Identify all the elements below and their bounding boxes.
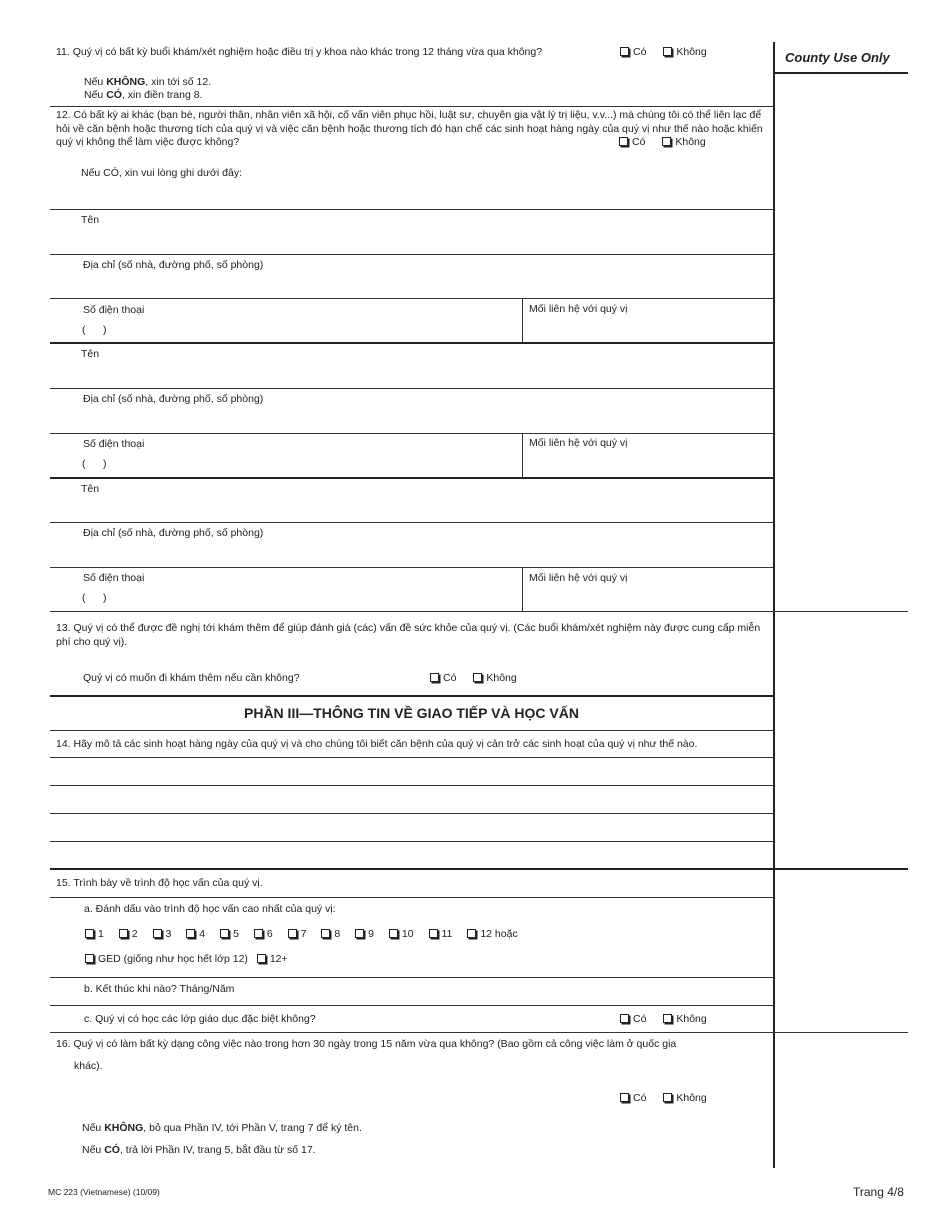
checkbox-icon <box>663 1014 672 1023</box>
checkbox-icon <box>321 929 330 938</box>
contact-2-name-label[interactable]: Tên <box>81 348 100 360</box>
checkbox-icon <box>663 1093 672 1102</box>
q15c-options <box>620 1013 721 1025</box>
checkbox-icon <box>389 929 398 938</box>
q11-if-no: Nếu KHÔNG, xin tới số 12. <box>84 76 212 88</box>
checkbox-icon <box>663 47 672 56</box>
checkbox-icon <box>467 929 476 938</box>
q16-if-yes: Nếu CÓ, trả lời Phần IV, trang 5, bắt đầu từ số 17. <box>82 1144 316 1156</box>
county-header-rule <box>775 72 908 74</box>
grade-6-checkbox[interactable]: 6 <box>254 928 273 940</box>
checkbox-icon <box>220 929 229 938</box>
contact-2-phone-parens: ( ) <box>82 458 107 470</box>
checkbox-icon <box>85 929 94 938</box>
county-use-only-label: County Use Only <box>785 50 890 65</box>
q15c-no-checkbox[interactable]: Không <box>663 1013 706 1025</box>
page-number: Trang 4/8 <box>853 1185 904 1199</box>
grade-3-checkbox[interactable]: 3 <box>153 928 172 940</box>
grade-2-checkbox[interactable]: 2 <box>119 928 138 940</box>
checkbox-icon <box>119 929 128 938</box>
checkbox-icon <box>430 673 439 682</box>
contact-3-address-label[interactable]: Địa chỉ (số nhà, đường phố, số phòng) <box>83 527 264 539</box>
checkbox-icon <box>153 929 162 938</box>
q13-yes-checkbox[interactable]: Có <box>430 672 456 684</box>
rule <box>50 1005 773 1006</box>
grade-10-checkbox[interactable]: 10 <box>389 928 414 940</box>
q16-text: 16. Quý vị có làm bất kỳ dạng công việc nào trong hơn 30 ngày trong 15 năm vừa qua không? (Bao gồm cả công việc làm ở quốc gia <box>56 1038 677 1050</box>
12plus-checkbox[interactable]: 12+ <box>257 953 288 965</box>
contact-3-relation-label[interactable]: Mối liên hệ với quý vị <box>529 572 628 584</box>
q12-text: 12. Có bất kỳ ai khác (bạn bè, người thân, nhân viên xã hội, cố vấn viên phục hồi, luật sư, chuyên gia vật lý trị liệu, v.v...) mà chúng tôi có thể liên lạc để hỏi về căn bệnh hoặc thương tích của quý vị và việc căn bệnh hoặc thương tích đó hạn chế các sinh hoạt hàng ngày của quý vị như thế nào hoặc khiến quý vị không thể làm việc được không? <box>56 109 763 148</box>
grade-4-checkbox[interactable]: 4 <box>186 928 205 940</box>
q15b-label: b. Kết thúc khi nào? Tháng/Năm <box>84 983 235 995</box>
contact-3-name-label[interactable]: Tên <box>81 483 100 495</box>
q12-if-yes: Nếu CÓ, xin vui lòng ghi dưới đây: <box>81 167 242 179</box>
q13-no-checkbox[interactable]: Không <box>473 672 516 684</box>
cell-divider <box>522 433 523 477</box>
q13-text: 13. Quý vị có thể được đề nghị tới khám thêm để giúp đánh giá (các) vấn đề sức khỏe của quý vị. (Các buổi khám/xét nghiệm này được cung cấp miễn phí cho quý vị). <box>56 622 761 648</box>
grade-9-checkbox[interactable]: 9 <box>355 928 374 940</box>
q11-options <box>620 46 721 58</box>
grade-1-checkbox[interactable]: 1 <box>85 928 104 940</box>
q11-yes-checkbox[interactable]: Có <box>620 46 646 58</box>
q12-options <box>619 136 720 148</box>
cell-divider <box>522 298 523 342</box>
rule <box>50 730 773 731</box>
checkbox-icon <box>85 954 94 963</box>
grade-12-checkbox[interactable]: 12 hoặc <box>467 928 517 940</box>
checkbox-icon <box>619 137 628 146</box>
rule <box>50 477 773 479</box>
rule <box>50 785 773 786</box>
checkbox-icon <box>620 1014 629 1023</box>
checkbox-icon <box>355 929 364 938</box>
q14-text: 14. Hãy mô tả các sinh hoạt hàng ngày của quý vị và cho chúng tôi biết căn bệnh của quý vị cản trở các sinh hoạt của quý vị như thế nào. <box>56 738 698 750</box>
contact-2-phone-label[interactable]: Số điện thoại <box>83 438 145 450</box>
q11-text: 11. Quý vị có bất kỳ buổi khám/xét nghiệm hoặc điều trị y khoa nào khác trong 12 tháng vừa qua không? <box>56 46 543 58</box>
q16-if-no: Nếu KHÔNG, bỏ qua Phần IV, tới Phần V, trang 7 để ký tên. <box>82 1122 362 1134</box>
county-column-divider <box>773 42 775 1168</box>
checkbox-icon <box>254 929 263 938</box>
checkbox-icon <box>662 137 671 146</box>
q15c-yes-checkbox[interactable]: Có <box>620 1013 646 1025</box>
grade-8-checkbox[interactable]: 8 <box>321 928 340 940</box>
contact-1-phone-label[interactable]: Số điện thoại <box>83 304 145 316</box>
q15a-label: a. Đánh dấu vào trình độ học vấn cao nhất của quý vị: <box>84 903 336 915</box>
q16-text-cont: khác). <box>74 1060 103 1072</box>
q15-text: 15. Trình bày về trình độ học vấn của quý vị. <box>56 877 263 889</box>
section-3-title: PHẦN III—THÔNG TIN VỀ GIAO TIẾP VÀ HỌC VẤN <box>244 705 579 721</box>
rule <box>50 841 773 842</box>
q15c-label: c. Quý vị có học các lớp giáo dục đặc biệt không? <box>84 1013 316 1025</box>
q15a-ged-row <box>85 953 302 965</box>
checkbox-icon <box>473 673 482 682</box>
form-id: MC 223 (Vietnamese) (10/09) <box>48 1187 160 1197</box>
grade-5-checkbox[interactable]: 5 <box>220 928 239 940</box>
rule <box>50 567 773 568</box>
contact-1-relation-label[interactable]: Mối liên hệ với quý vị <box>529 303 628 315</box>
grade-11-checkbox[interactable]: 11 <box>429 928 453 940</box>
rule <box>50 254 773 255</box>
rule <box>50 757 773 758</box>
rule <box>50 695 773 697</box>
contact-2-address-label[interactable]: Địa chỉ (số nhà, đường phố, số phòng) <box>83 393 264 405</box>
rule <box>50 209 773 210</box>
grade-7-checkbox[interactable]: 7 <box>288 928 307 940</box>
q13-options <box>430 672 531 684</box>
rule <box>50 342 773 344</box>
rule <box>50 1032 908 1033</box>
contact-3-phone-parens: ( ) <box>82 592 107 604</box>
rule <box>50 388 773 389</box>
q16-no-checkbox[interactable]: Không <box>663 1092 706 1104</box>
checkbox-icon <box>620 1093 629 1102</box>
checkbox-icon <box>288 929 297 938</box>
q16-options <box>620 1092 721 1104</box>
rule <box>50 977 773 978</box>
q13-question: Quý vị có muốn đi khám thêm nếu cần không? <box>83 672 300 684</box>
checkbox-icon <box>257 954 266 963</box>
q11-if-yes: Nếu CÓ, xin điền trang 8. <box>84 89 203 101</box>
contact-1-phone-parens: ( ) <box>82 324 107 336</box>
q11-no-checkbox[interactable]: Không <box>663 46 706 58</box>
rule <box>50 897 773 898</box>
q16-yes-checkbox[interactable]: Có <box>620 1092 646 1104</box>
q12-yes-checkbox[interactable]: Có <box>619 136 645 148</box>
contact-3-phone-label[interactable]: Số điện thoại <box>83 572 145 584</box>
contact-1-address-label[interactable]: Địa chỉ (số nhà, đường phố, số phòng) <box>83 259 264 271</box>
rule <box>50 522 773 523</box>
ged-checkbox[interactable]: GED (giống như học hết lớp 12) <box>85 953 248 965</box>
rule <box>50 298 773 299</box>
checkbox-icon <box>429 929 438 938</box>
rule <box>50 433 773 434</box>
rule <box>50 868 908 870</box>
q12-no-checkbox[interactable]: Không <box>662 136 705 148</box>
contact-1-name-label[interactable]: Tên <box>81 214 100 226</box>
rule <box>50 106 773 107</box>
checkbox-icon <box>620 47 629 56</box>
cell-divider <box>522 567 523 611</box>
checkbox-icon <box>186 929 195 938</box>
rule <box>50 611 908 612</box>
contact-2-relation-label[interactable]: Mối liên hệ với quý vị <box>529 437 628 449</box>
q15a-grades <box>85 928 530 940</box>
rule <box>50 813 773 814</box>
